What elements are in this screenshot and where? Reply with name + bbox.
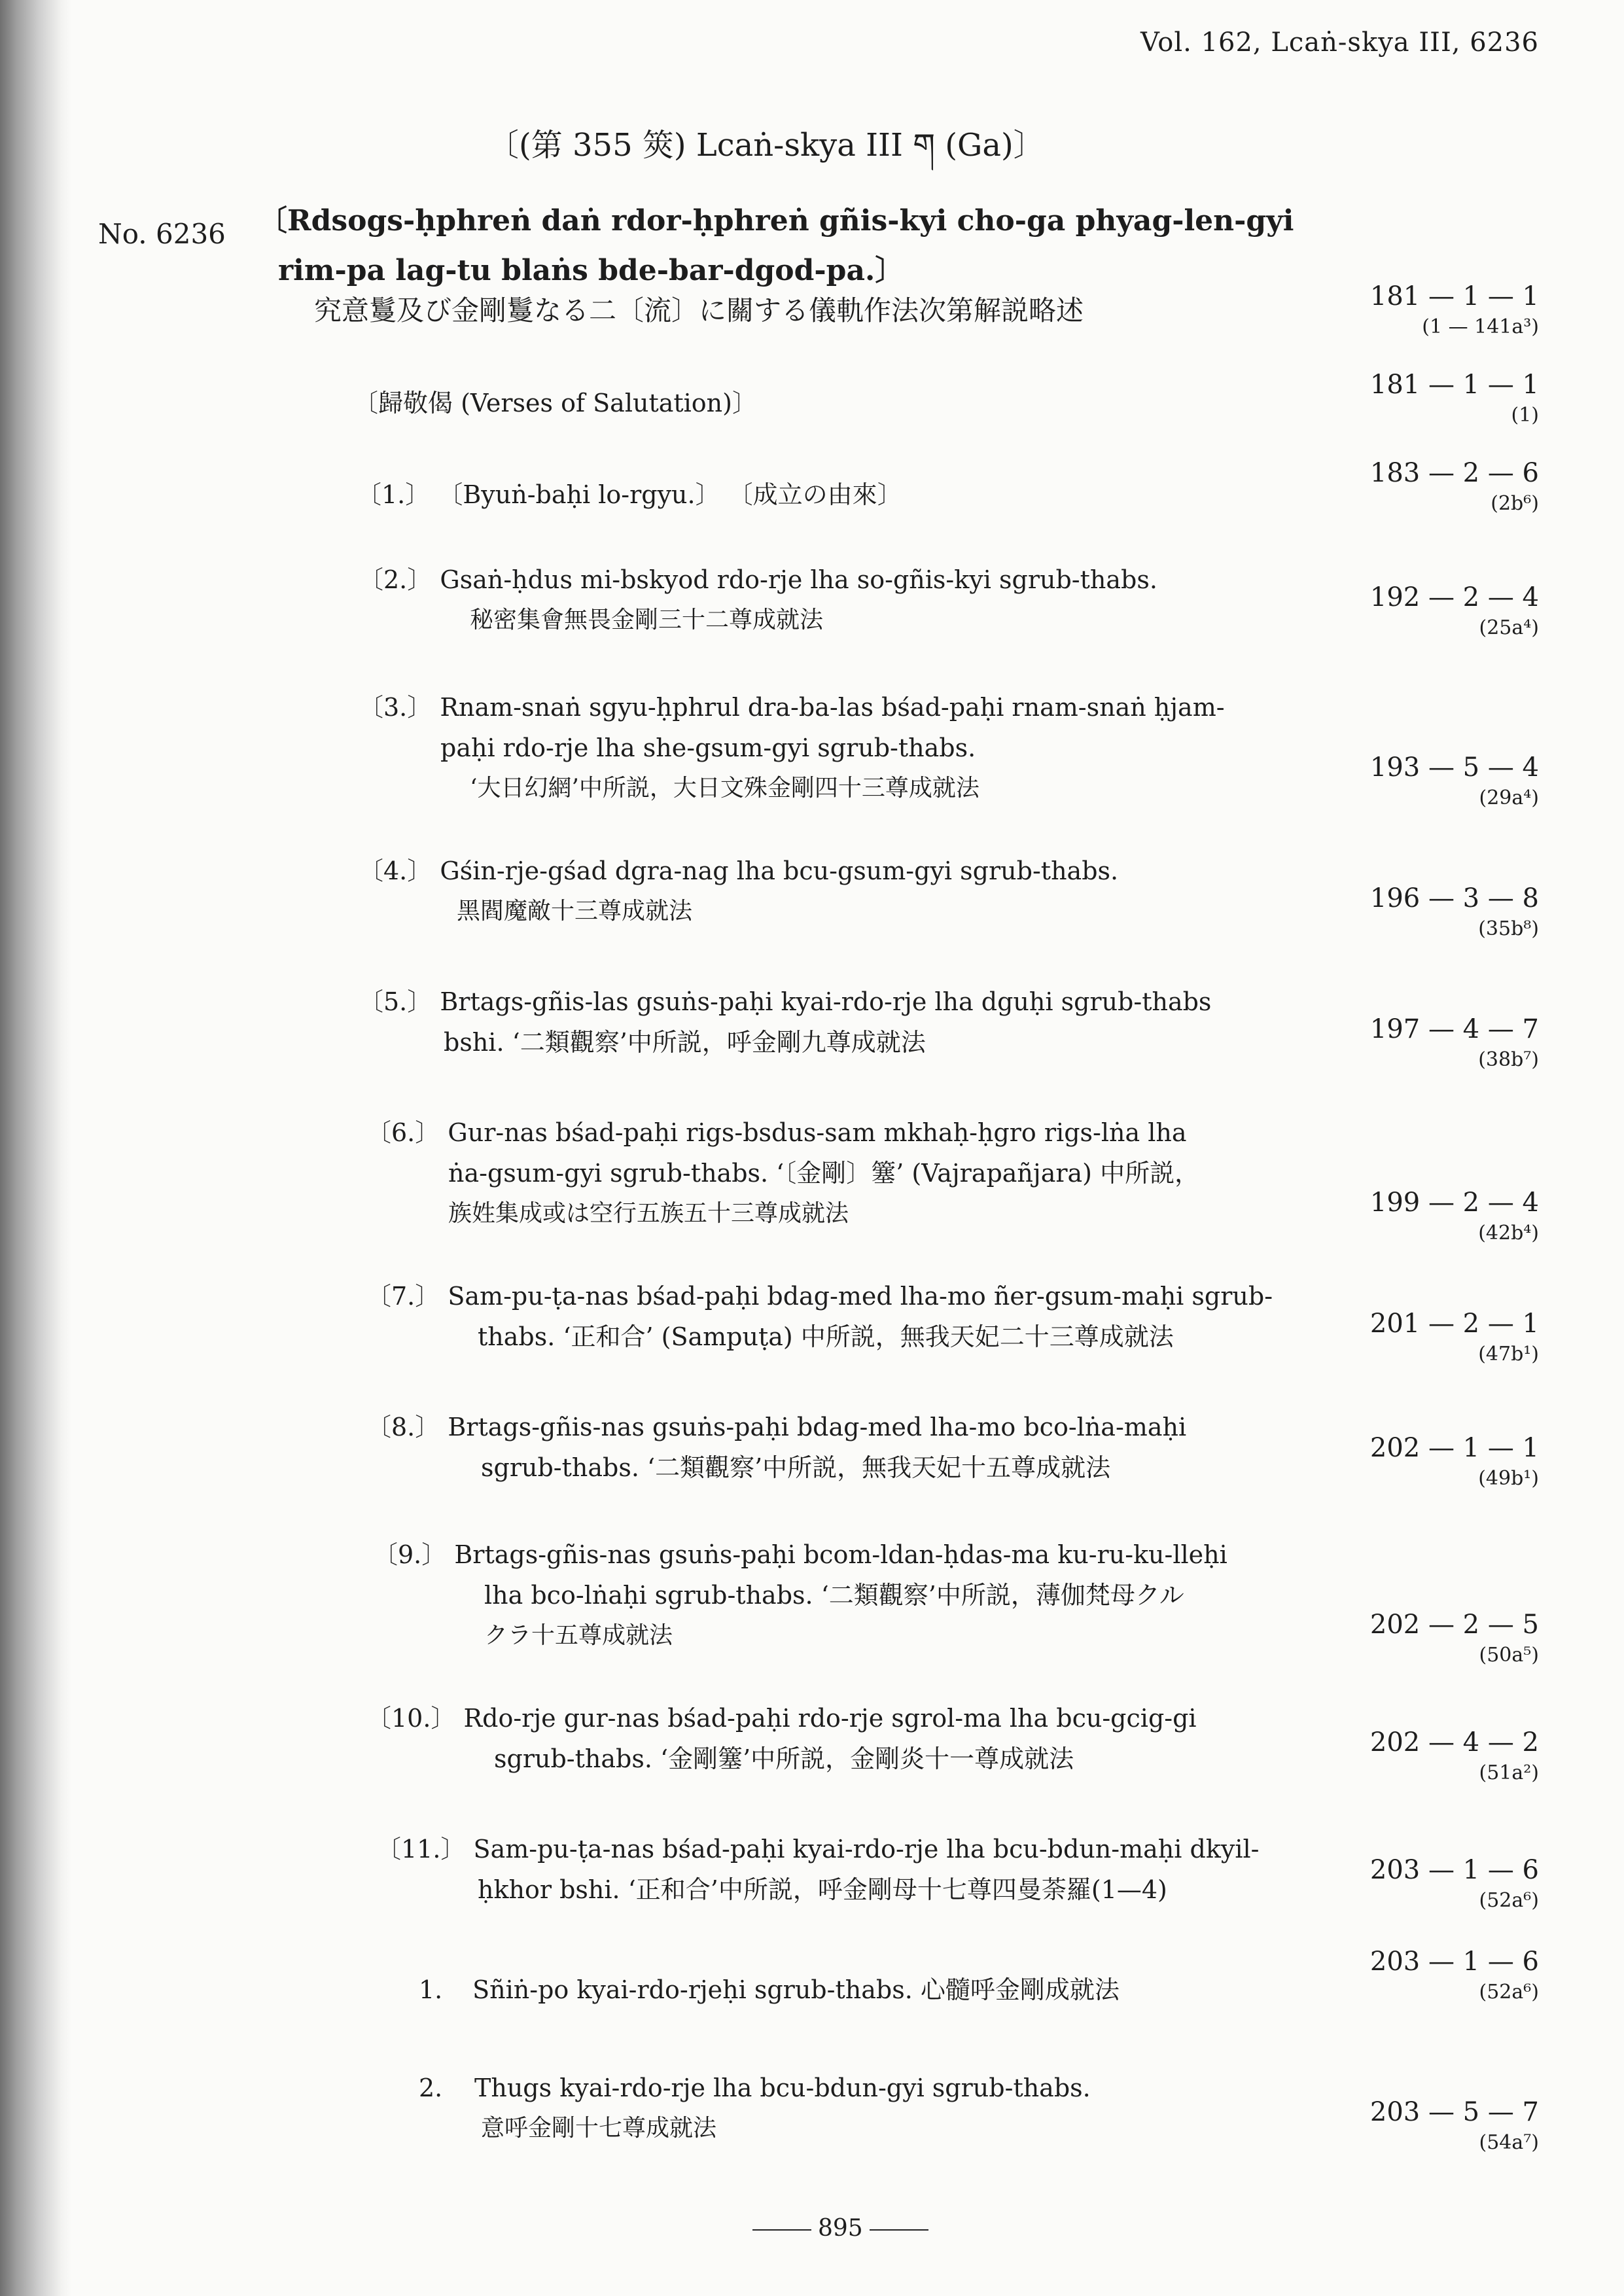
item-line2: ṅa-gsum-gyi sgrub-thabs. ‘〔金剛〕簺’ (Vajrapañjara) 中所説， <box>448 1159 1200 1188</box>
item-ref-main: 201 — 2 — 1 <box>1369 1309 1539 1339</box>
item-line1: (Verses of Salutation)〕 <box>461 389 757 417</box>
item-ref <box>1370 1014 1539 1071</box>
item-line2: paḥi rdo-rje lha she-gsum-gyi sgrub-thabs. <box>440 733 976 762</box>
item-ref-main: 203 — 1 — 6 <box>1369 1855 1539 1885</box>
item-line1: Sñiṅ-po kyai-rdo-rjeḥi sgrub-thabs. 心髓呼金剛成就法 <box>472 1975 1120 2004</box>
item-ref-sub: (42b⁴) <box>1478 1222 1539 1245</box>
entry-title <box>258 196 1294 296</box>
item-line1: Gśin-rje-gśad dgra-nag lha bcu-gsum-gyi sgrub-thabs. <box>440 857 1119 885</box>
item-label: 〔7.〕 <box>366 1282 440 1311</box>
item-line1: Brtags-gñis-las gsuṅs-paḥi kyai-rdo-rje lha dguḥi sgrub-thabs <box>440 987 1212 1016</box>
item-ref-sub: (47b¹) <box>1478 1343 1539 1366</box>
item-ref <box>1370 752 1539 809</box>
item-ref-main: 192 — 2 — 4 <box>1369 582 1539 612</box>
list-item <box>353 383 757 419</box>
item-ref-sub: (29a⁴) <box>1479 786 1539 809</box>
item-ref-main: 193 — 5 — 4 <box>1369 752 1539 783</box>
volume-title: 〔(第 355 筴) Lcaṅ-skya III ག (Ga)〕 <box>487 127 1045 164</box>
item-japanese: 族姓集成或は空行五族五十三尊成就法 <box>448 1200 849 1227</box>
item-ref-sub: (2b⁶) <box>1491 492 1539 515</box>
item-label: 〔歸敬偈 <box>353 389 453 417</box>
item-ref-main: 202 — 4 — 2 <box>1369 1727 1539 1757</box>
item-japanese: 秘密集會無畏金剛三十二尊成就法 <box>470 607 824 633</box>
list-item <box>373 1534 1227 1656</box>
item-japanese: クラ十五尊成就法 <box>484 1622 673 1649</box>
item-line1: Rnam-snaṅ sgyu-ḥphrul dra-ba-las bśad-paḥi rnam-snaṅ ḥjam- <box>440 693 1225 722</box>
entry-ref-sub: (1 — 141a³) <box>1422 315 1539 338</box>
item-ref-sub: (51a²) <box>1479 1761 1539 1784</box>
item-ref-sub: (1) <box>1511 404 1539 427</box>
item-ref <box>1370 1947 1539 2004</box>
item-label: 〔11.〕 <box>376 1835 466 1863</box>
list-item <box>359 687 1225 809</box>
item-line1: Sam-pu-ṭa-nas bśad-paḥi bdag-med lha-mo ñer-gsum-maḥi sgrub- <box>448 1282 1273 1311</box>
item-line1: Sam-pu-ṭa-nas bśad-paḥi kyai-rdo-rje lha bcu-bdun-maḥi dkyil- <box>473 1835 1260 1863</box>
page-number: 895 <box>818 2215 863 2242</box>
list-item <box>366 1276 1273 1357</box>
item-ref-sub: (52a⁶) <box>1479 1981 1539 2004</box>
item-label: 〔2.〕 <box>359 565 432 594</box>
item-label: 〔4.〕 <box>359 857 432 885</box>
item-line1: Brtags-gñis-nas gsuṅs-paḥi bcom-ldan-ḥdas-ma ku-ru-ku-lleḥi <box>454 1540 1227 1569</box>
item-ref-main: 199 — 2 — 4 <box>1369 1188 1539 1218</box>
item-ref-sub: (25a⁴) <box>1479 616 1539 639</box>
item-ref-main: 202 — 2 — 5 <box>1369 1610 1539 1640</box>
entry-number: No. 6236 <box>98 218 226 250</box>
item-ref <box>1370 1610 1539 1667</box>
item-line2: sgrub-thabs. ‘金剛簺’中所説，金剛炎十一尊成就法 <box>494 1744 1074 1773</box>
item-ref-sub: (49b¹) <box>1478 1467 1539 1490</box>
item-line2: thabs. ‘正和合’ (Sampuṭa) 中所説，無我天妃二十三尊成就法 <box>478 1322 1174 1351</box>
item-ref-sub: (52a⁶) <box>1479 1889 1539 1912</box>
item-ref-main: 183 — 2 — 6 <box>1369 458 1539 488</box>
entry-title-line1: 〔Rdsogs-ḥphreṅ daṅ rdor-ḥphreṅ gñis-kyi cho-ga phyag-len-gyi <box>258 204 1294 238</box>
item-line1: Brtags-gñis-nas gsuṅs-paḥi bdag-med lha-mo bco-lṅa-maḥi <box>448 1413 1187 1441</box>
item-japanese: 意呼金剛十七尊成就法 <box>481 2115 717 2142</box>
item-ref-main: 197 — 4 — 7 <box>1369 1014 1539 1044</box>
item-japanese: 黑閻魔敵十三尊成就法 <box>457 898 693 925</box>
footer-rule-left <box>752 2229 811 2231</box>
list-item <box>366 1112 1199 1234</box>
list-item <box>357 474 902 510</box>
item-ref-main: 181 — 1 — 1 <box>1369 370 1539 400</box>
list-item <box>376 1829 1259 1910</box>
entry-ref-main: 181 — 1 — 1 <box>1369 281 1539 311</box>
item-ref-main: 202 — 1 — 1 <box>1369 1433 1539 1463</box>
list-item <box>366 1407 1186 1488</box>
item-ref <box>1370 1309 1539 1366</box>
item-ref-main: 203 — 1 — 6 <box>1369 1947 1539 1977</box>
item-line1: 〔Byuṅ-baḥi lo-rgyu.〕 〔成立の由來〕 <box>438 480 902 509</box>
entry-title-line2: rim-pa lag-tu blaṅs bde-bar-dgod-pa.〕 <box>278 254 904 287</box>
page-footer <box>746 2215 935 2242</box>
item-label: 〔3.〕 <box>359 693 432 722</box>
item-ref <box>1370 1855 1539 1912</box>
item-line1: Gur-nas bśad-paḥi rigs-bsdus-sam mkhaḥ-ḥgro rigs-lṅa lha <box>448 1118 1187 1147</box>
list-item <box>359 981 1211 1063</box>
item-label: 2. <box>419 2074 443 2102</box>
entry-japanese-title: 究意鬘及び金剛鬘なる二〔流〕に關する儀軌作法次第解説略述 <box>314 294 1084 327</box>
item-japanese: ‘大日幻網’中所説，大日文殊金剛四十三尊成就法 <box>470 775 980 802</box>
item-label: 1. <box>419 1975 443 2004</box>
item-label: 〔5.〕 <box>359 987 432 1016</box>
list-item <box>359 851 1118 932</box>
item-line2: bshi. ‘二類觀察’中所説，呼金剛九尊成就法 <box>444 1028 926 1057</box>
item-ref-sub: (54a⁷) <box>1479 2131 1539 2154</box>
item-line2: sgrub-thabs. ‘二類觀察’中所説，無我天妃十五尊成就法 <box>481 1453 1111 1482</box>
item-label: 〔6.〕 <box>366 1118 440 1147</box>
item-ref <box>1370 1433 1539 1490</box>
list-item <box>419 2068 1091 2149</box>
list-item <box>419 1969 1120 2005</box>
item-ref <box>1370 1188 1539 1245</box>
item-label: 〔10.〕 <box>366 1704 456 1733</box>
item-ref-sub: (35b⁸) <box>1478 917 1539 940</box>
item-ref <box>1370 370 1539 427</box>
item-ref-sub: (38b⁷) <box>1478 1048 1539 1071</box>
item-ref <box>1370 883 1539 940</box>
scan-edge-shadow <box>0 0 72 2296</box>
list-item <box>366 1698 1197 1779</box>
item-line2: lha bco-lṅaḥi sgrub-thabs. ‘二類觀察’中所説，薄伽梵母クル <box>484 1581 1184 1610</box>
item-label: 〔8.〕 <box>366 1413 440 1441</box>
item-line1: Thugs kyai-rdo-rje lha bcu-bdun-gyi sgrub-thabs. <box>474 2074 1091 2102</box>
item-line2: ḥkhor bshi. ‘正和合’中所説，呼金剛母十七尊四曼荼羅(1—4) <box>478 1875 1167 1904</box>
entry-ref <box>1370 281 1539 338</box>
item-ref <box>1370 1727 1539 1784</box>
item-ref <box>1370 2097 1539 2154</box>
item-ref <box>1370 458 1539 515</box>
item-ref-sub: (50a⁵) <box>1479 1644 1539 1667</box>
item-ref <box>1370 582 1539 639</box>
item-ref-main: 203 — 5 — 7 <box>1369 2097 1539 2127</box>
item-line1: Rdo-rje gur-nas bśad-paḥi rdo-rje sgrol-ma lha bcu-gcig-gi <box>463 1704 1197 1733</box>
item-label: 〔1.〕 <box>357 480 431 509</box>
footer-rule-right <box>870 2229 928 2231</box>
item-line1: Gsaṅ-ḥdus mi-bskyod rdo-rje lha so-gñis-kyi sgrub-thabs. <box>440 565 1157 594</box>
running-head: Vol. 162, Lcaṅ-skya III, 6236 <box>1140 27 1539 58</box>
list-item <box>359 559 1157 641</box>
item-label: 〔9.〕 <box>373 1540 447 1569</box>
item-ref-main: 196 — 3 — 8 <box>1369 883 1539 913</box>
